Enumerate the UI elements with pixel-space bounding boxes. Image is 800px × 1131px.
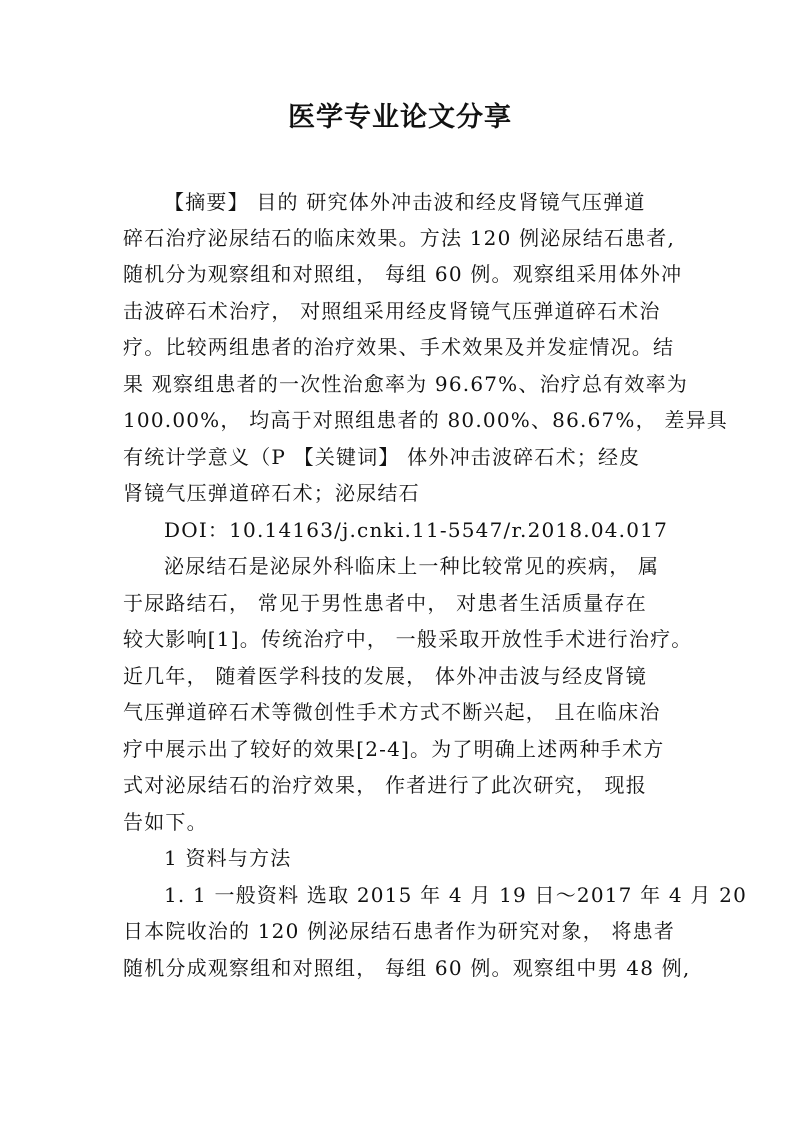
keywords-line: 肾镜气压弹道碎石术；泌尿结石 xyxy=(123,481,420,505)
document-title: 医学专业论文分享 xyxy=(288,102,512,133)
body-line: 告如下。 xyxy=(123,810,208,834)
body-line: 于尿路结石， 常见于男性患者中， 对患者生活质量存在 xyxy=(123,591,647,615)
abstract-line: 碎石治疗泌尿结石的临床效果。方法 120 例泌尿结石患者, xyxy=(123,226,676,250)
body-line: 式对泌尿结石的治疗效果， 作者进行了此次研究， 现报 xyxy=(123,773,647,797)
abstract-line: 100.00%， 均高于对照组患者的 80.00%、86.67%， 差异具 xyxy=(123,408,728,432)
body-line: 日本院收治的 120 例泌尿结石患者作为研究对象， 将患者 xyxy=(123,919,676,943)
body-line: 疗中展示出了较好的效果[2-4]。为了明确上述两种手术方 xyxy=(123,737,665,761)
body-line: 1. 1 一般资料 选取 2015 年 4 月 19 日～2017 年 4 月 20 xyxy=(164,883,747,907)
abstract-line: 随机分为观察组和对照组， 每组 60 例。观察组采用体外冲 xyxy=(123,262,683,286)
abstract-line: 果 观察组患者的一次性治愈率为 96.67%、治疗总有效率为 xyxy=(123,372,688,396)
body-line: 较大影响[1]。传统治疗中， 一般采取开放性手术进行治疗。 xyxy=(123,627,693,651)
body-line: 近几年， 随着医学科技的发展， 体外冲击波与经皮肾镜 xyxy=(123,664,647,688)
body-line: 随机分成观察组和对照组， 每组 60 例。观察组中男 48 例, xyxy=(123,956,691,980)
body-line: 泌尿结石是泌尿外科临床上一种比较常见的疾病， 属 xyxy=(164,554,660,578)
abstract-line: 【摘要】 目的 研究体外冲击波和经皮肾镜气压弹道 xyxy=(164,190,646,214)
abstract-line: 击波碎石术治疗， 对照组采用经皮肾镜气压弹道碎石术治 xyxy=(123,299,661,323)
section-heading: 1 资料与方法 xyxy=(164,846,292,870)
doi-line: DOI：10.14163/j.cnki.11-5547/r.2018.04.017 xyxy=(164,518,669,542)
abstract-line: 有统计学意义（P 【关键词】 体外冲击波碎石术；经皮 xyxy=(123,445,641,469)
body-line: 气压弹道碎石术等微创性手术方式不断兴起， 且在临床治 xyxy=(123,700,661,724)
abstract-line: 疗。比较两组患者的治疗效果、手术效果及并发症情况。结 xyxy=(123,335,675,359)
